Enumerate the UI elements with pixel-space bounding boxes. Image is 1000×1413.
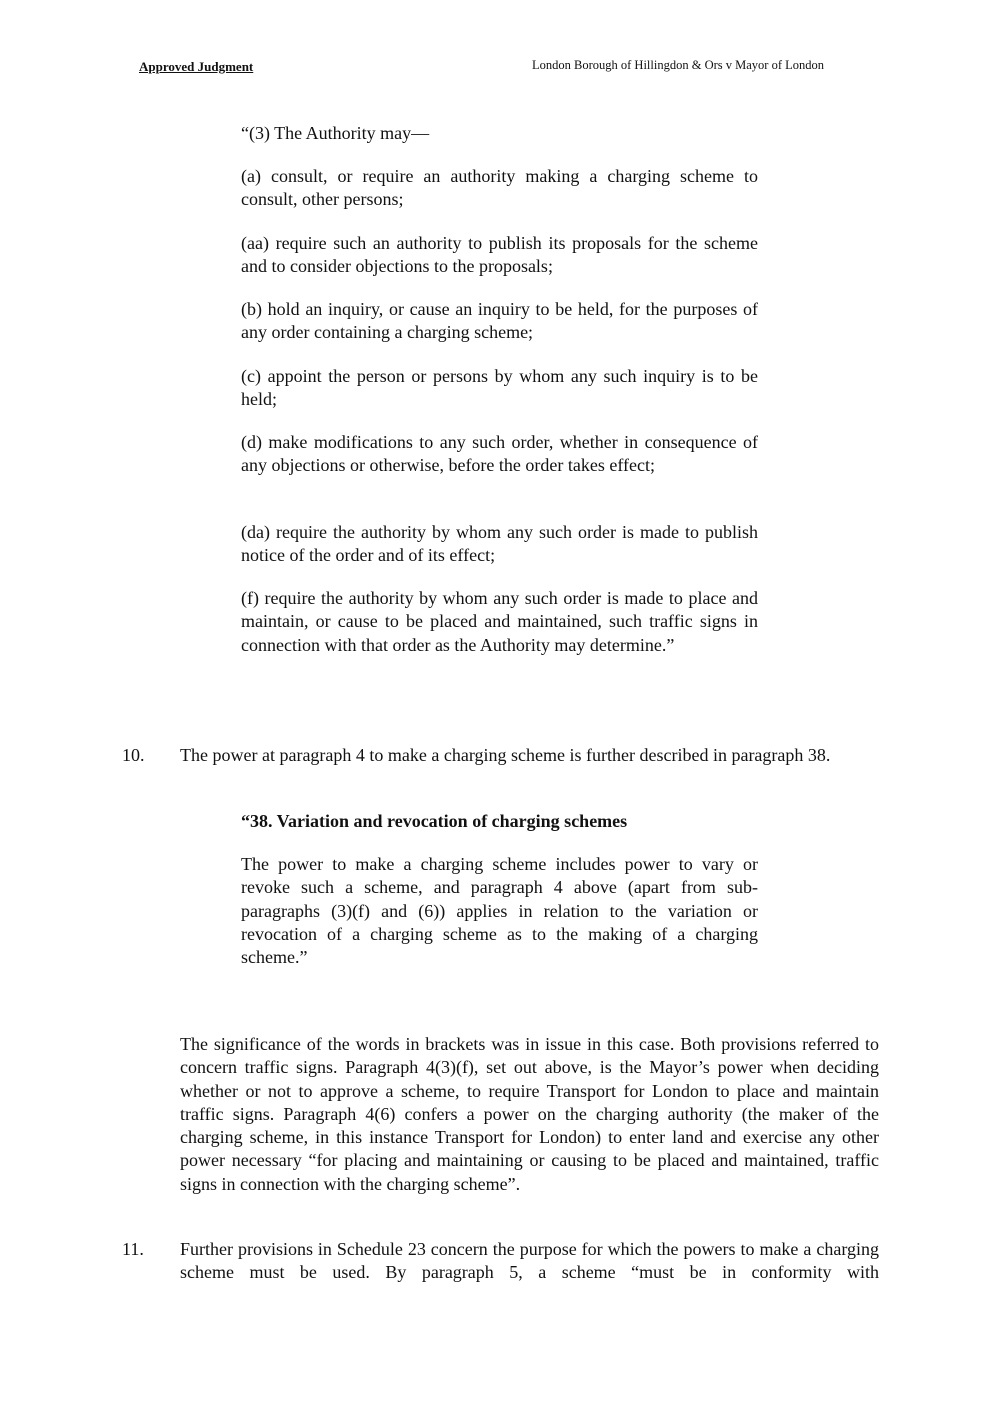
quote-heading-38-text: “38. Variation and revocation of charging schemes [241,811,628,831]
paragraph-11-text: Further provisions in Schedule 23 concern the purpose for which the powers to make a charging scheme must be used. By paragraph 5, a scheme “must be in conformity with [180,1239,879,1283]
quote-heading-38 [241,810,758,833]
paragraph-10-text: The power at paragraph 4 to make a charging scheme is further described in paragraph 38. [180,745,831,765]
paragraph-number-10: 10. [122,745,145,765]
quote-item-f: (f) require the authority by whom any such order is made to place and maintain, or cause to be placed and maintained, such traffic signs in connection with that order as the Authority may determine.” [241,588,758,655]
quote-body-38: The power to make a charging scheme includes power to vary or revoke such a scheme, and paragraph 4 above (apart from sub-paragraphs (3)(f) and (6)) applies in relation to the variation or revocation of a charging scheme as to the making of a charging scheme.” [241,854,758,968]
quote-item-aa: (aa) require such an authority to publish its proposals for the scheme and to consider objections to the proposals; [241,233,758,277]
header-case-title: London Borough of Hillingdon & Ors v Mayor of London [532,58,824,72]
quote-item-a: (a) consult, or require an authority making a charging scheme to consult, other persons; [241,166,758,210]
quote-item-c: (c) appoint the person or persons by whom any such inquiry is to be held; [241,366,758,410]
paragraph-significance-text: The significance of the words in brackets was in issue in this case. Both provisions referred to concern traffic signs. Paragraph 4(3)(f), set out above, is the Mayor’s power when deciding whether or not to approve a scheme, to require Transport for London to place and maintain traffic signs. Paragraph 4(6) confers a power on the charging authority (the maker of the charging scheme, in this instance Transport for London) to enter land and exercise any other power necessary “for placing and maintaining or causing to be placed and maintained, traffic signs in connection with the charging scheme”. [180,1034,879,1194]
paragraph-number-11: 11. [122,1239,144,1259]
quote-item-b: (b) hold an inquiry, or cause an inquiry to be held, for the purposes of any order containing a charging scheme; [241,299,758,343]
quote-intro: “(3) The Authority may— [241,123,430,143]
quote-item-d: (d) make modifications to any such order, whether in consequence of any objections or otherwise, before the order takes effect; [241,432,758,476]
quote-item-da: (da) require the authority by whom any such order is made to publish notice of the order and of its effect; [241,522,758,566]
header-approved-judgment: Approved Judgment [139,59,254,74]
